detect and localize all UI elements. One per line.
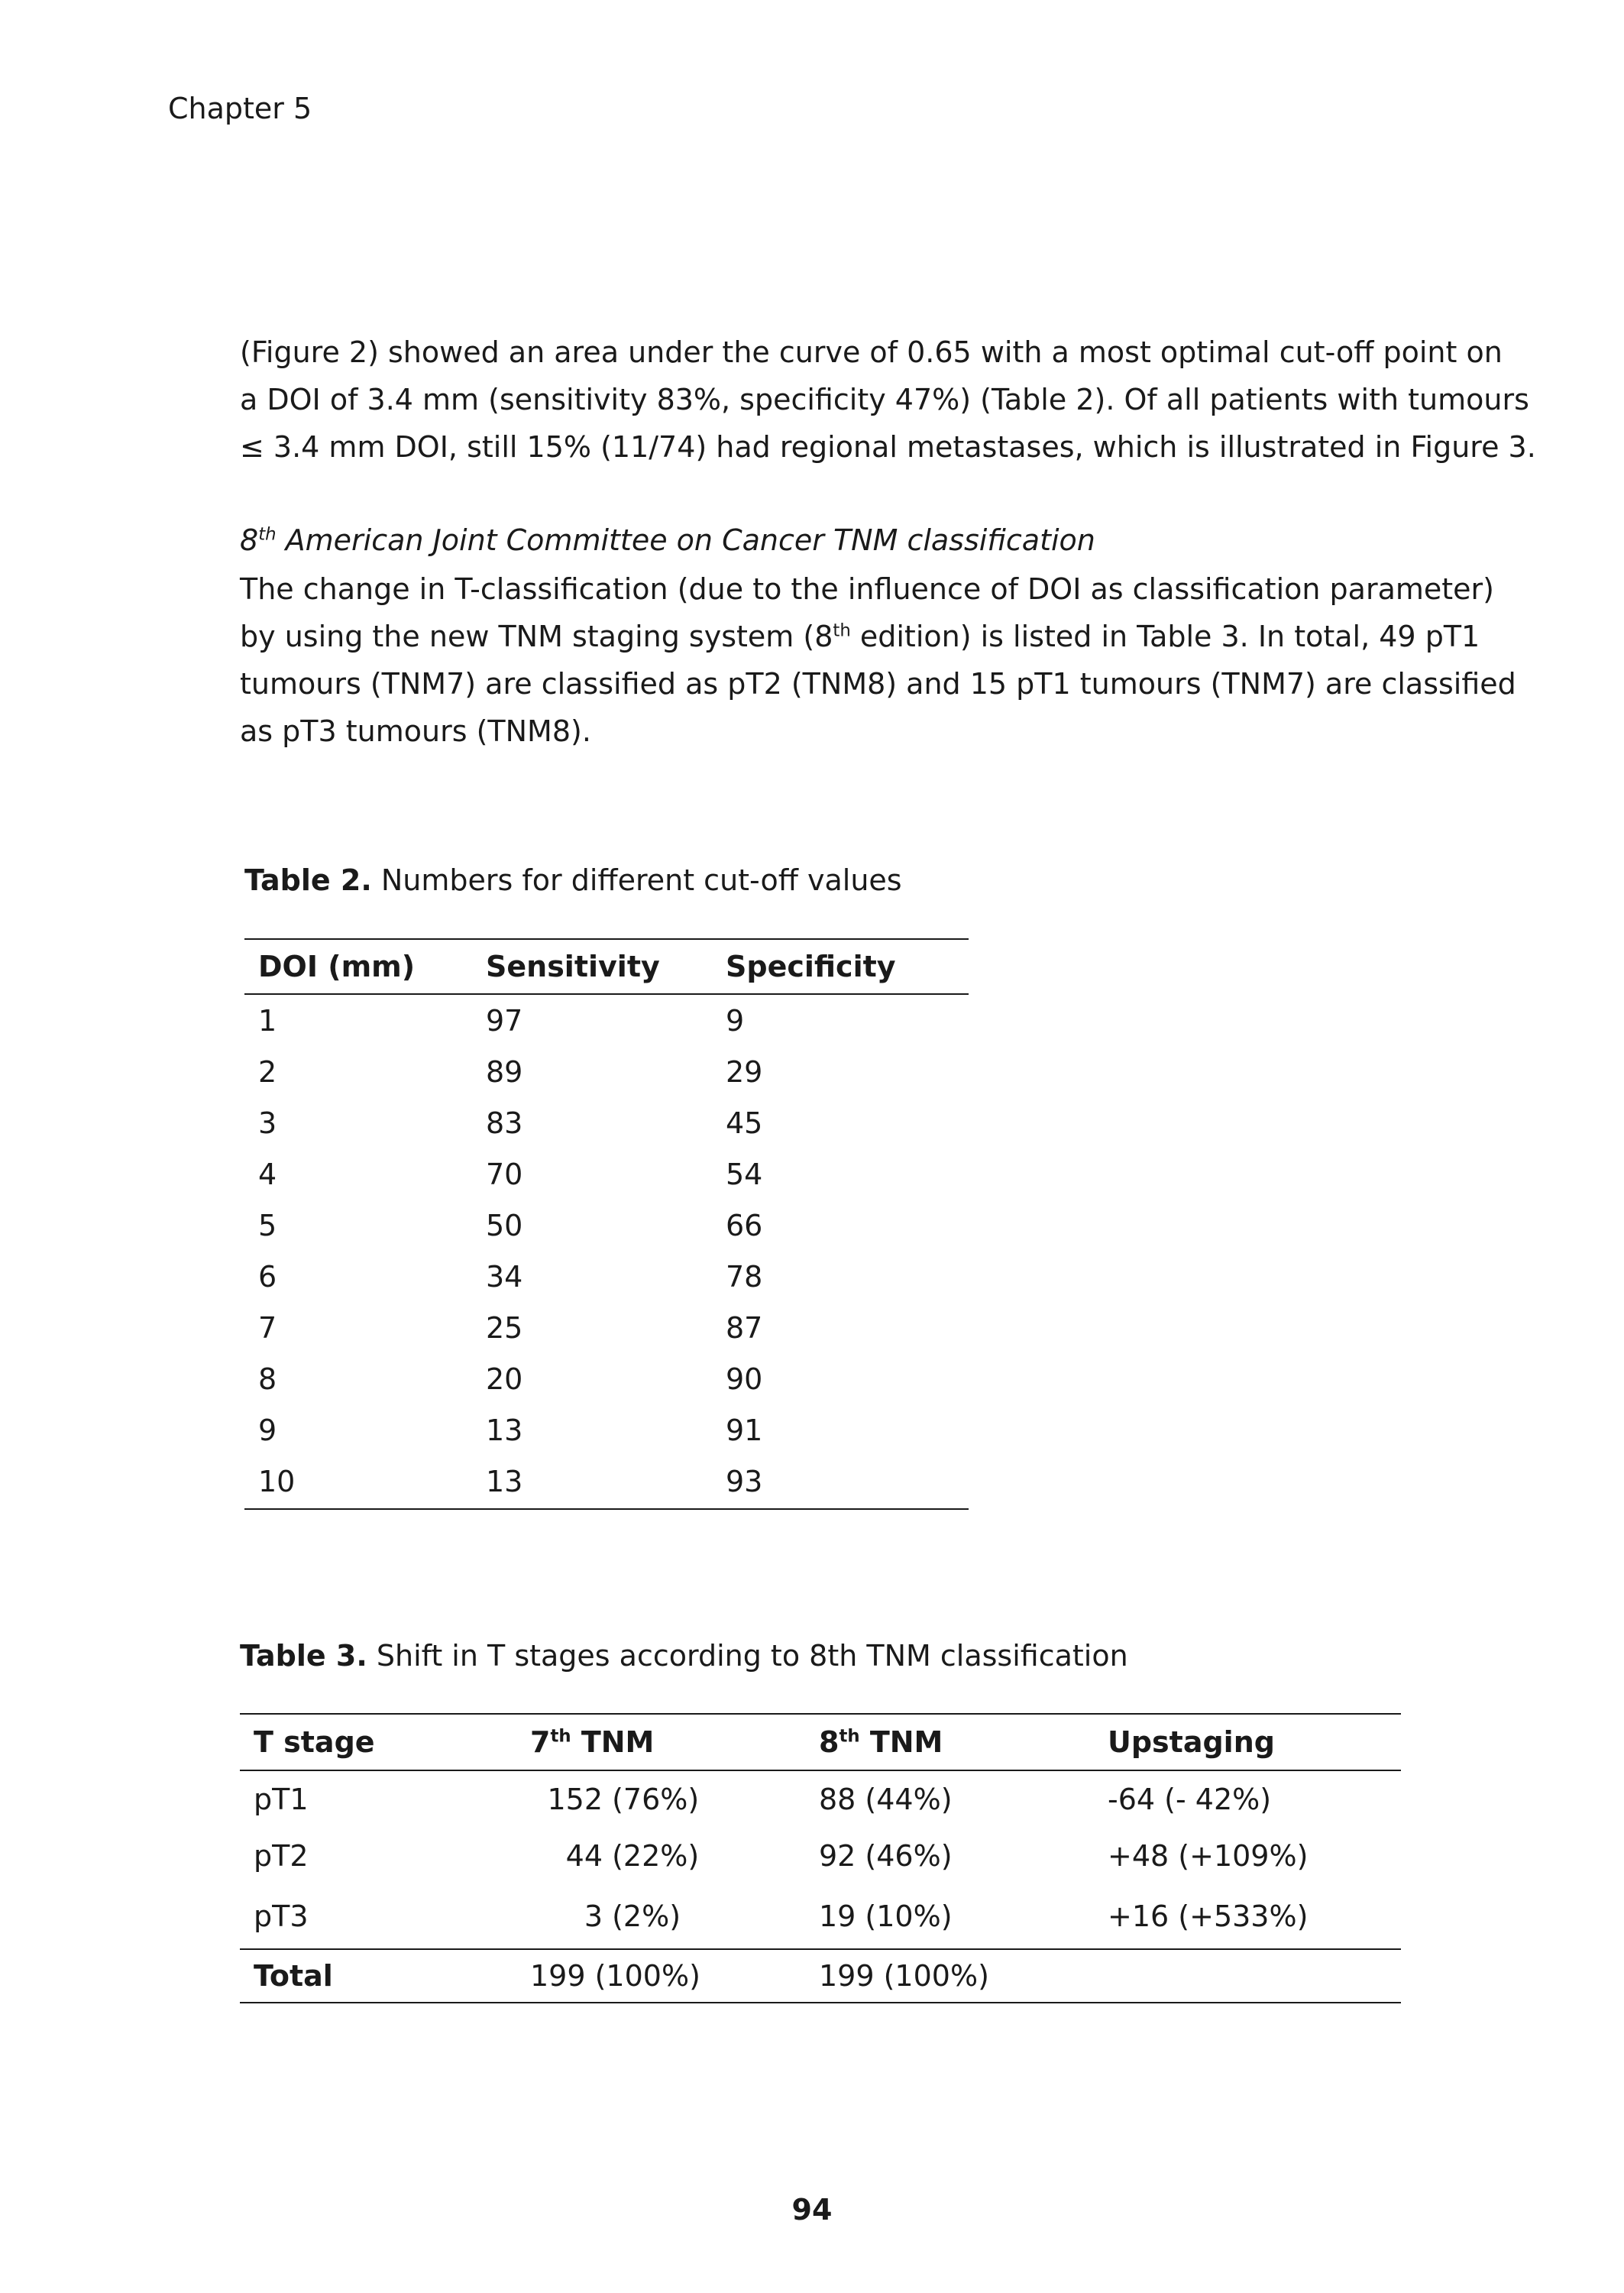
table-row [244, 1251, 969, 1302]
table-cell: 5 [258, 1208, 277, 1242]
table3-caption-label: Table 3. [240, 1639, 367, 1673]
table2-caption [244, 862, 902, 899]
table-cell: 13 [486, 1413, 523, 1447]
table-cell-tnm7 [530, 1899, 819, 1933]
table-cell-upstaging: +48 (+109%) [1108, 1839, 1309, 1873]
table3-caption [240, 1637, 1128, 1674]
table-cell: 3 [258, 1106, 277, 1140]
table3-header-row [240, 1715, 1401, 1770]
paragraph-line: (Figure 2) showed an area under the curve of 0.65 with a most optimal cut-off point on [240, 335, 1503, 369]
table-cell: 9 [726, 1003, 745, 1038]
line-segment: edition) is listed in Table 3. In total, 49 pT1 [850, 620, 1480, 653]
table-row [244, 1148, 969, 1200]
header-text: TNM [859, 1725, 943, 1759]
table2-header-row [244, 940, 969, 993]
table3-caption-text: Shift in T stages according to 8th TNM classification [367, 1639, 1128, 1673]
table2-cutoff-values [244, 938, 969, 1510]
table-cell-stage: pT2 [254, 1839, 309, 1873]
table-cell: 25 [486, 1310, 523, 1345]
table-cell: 1 [258, 1003, 277, 1038]
table-cell-total-tnm8: 199 (100%) [819, 1959, 989, 1993]
table-cell: 83 [486, 1106, 523, 1140]
heading-text: American Joint Committee on Cancer TNM classification [276, 523, 1095, 557]
table2-header-sensitivity: Sensitivity [486, 950, 660, 983]
table-row [244, 1046, 969, 1097]
table-cell-tnm7 [530, 1839, 819, 1873]
table-cell-tnm8: 88 (44%) [819, 1783, 953, 1816]
header-text: TNM [571, 1725, 655, 1759]
table3-header-upstaging: Upstaging [1108, 1725, 1275, 1759]
table3-t-stage-shift [240, 1713, 1401, 2003]
header-num: 8 [819, 1725, 839, 1759]
table-row [244, 1302, 969, 1353]
paragraph-line: The change in T-classification (due to the influence of DOI as classification parameter) [240, 572, 1494, 606]
table-cell-tnm7 [530, 1783, 819, 1816]
page-number: 94 [791, 2193, 833, 2227]
table-cell: 66 [726, 1208, 763, 1242]
tnm7-count: 152 [547, 1783, 603, 1816]
table-cell: 70 [486, 1157, 523, 1191]
table-cell: 90 [726, 1362, 763, 1396]
header-num: 7 [530, 1725, 551, 1759]
table-cell: 6 [258, 1259, 277, 1294]
table-cell-upstaging: +16 (+533%) [1108, 1899, 1309, 1933]
table-cell-total-label: Total [254, 1959, 333, 1993]
header-sup: th [839, 1726, 860, 1747]
table-cell: 89 [486, 1054, 523, 1089]
table-cell: 9 [258, 1413, 277, 1447]
table-cell: 97 [486, 1003, 523, 1038]
table-cell: 34 [486, 1259, 523, 1294]
superscript: th [833, 620, 851, 641]
table-cell: 91 [726, 1413, 763, 1447]
tnm7-count: 44 [565, 1839, 603, 1873]
chapter-header: Chapter 5 [168, 92, 312, 125]
line-segment: by using the new TNM staging system (8 [240, 620, 833, 653]
table-row [240, 1884, 1401, 1948]
table-cell: 20 [486, 1362, 523, 1396]
table-row [244, 1353, 969, 1404]
table-cell: 54 [726, 1157, 763, 1191]
paragraph-line: a DOI of 3.4 mm (sensitivity 83%, specificity 47%) (Table 2). Of all patients with tumours [240, 383, 1529, 416]
table-rule [240, 2002, 1401, 2003]
section-heading-ajcc [240, 517, 1401, 564]
table-cell: 93 [726, 1464, 763, 1498]
table-row [244, 995, 969, 1046]
table3-header-t-stage: T stage [254, 1725, 375, 1759]
table-row [244, 1456, 969, 1507]
table-cell: 50 [486, 1208, 523, 1242]
paragraph-line: tumours (TNM7) are classified as pT2 (TNM8) and 15 pT1 tumours (TNM7) are classified [240, 667, 1516, 701]
table-row [244, 1404, 969, 1456]
table-cell: 29 [726, 1054, 763, 1089]
table-cell: 13 [486, 1464, 523, 1498]
table-row [244, 1097, 969, 1148]
table-row-total [240, 1950, 1401, 2002]
table-cell-tnm8: 19 (10%) [819, 1899, 953, 1933]
table-cell: 45 [726, 1106, 763, 1140]
table-cell: 10 [258, 1464, 296, 1498]
table-cell: 2 [258, 1054, 277, 1089]
table-cell: 4 [258, 1157, 277, 1191]
table-cell: 7 [258, 1310, 277, 1345]
tnm7-count: 3 [584, 1899, 603, 1933]
tnm7-percent: (2%) [603, 1899, 681, 1933]
table2-caption-text: Numbers for different cut-off values [371, 863, 902, 897]
heading-superscript: th [258, 524, 277, 545]
table-row [244, 1200, 969, 1251]
table-cell-total-tnm7: 199 (100%) [530, 1959, 700, 1993]
table-row [240, 1828, 1401, 1884]
paragraph-roc-results [240, 329, 1536, 471]
tnm7-percent: (76%) [603, 1783, 700, 1816]
paragraph-line: ≤ 3.4 mm DOI, still 15% (11/74) had regional metastases, which is illustrated in Figure 3. [240, 430, 1536, 464]
table-rule [244, 1508, 969, 1510]
heading-number: 8 [240, 523, 259, 557]
table2-header-doi: DOI (mm) [258, 950, 416, 983]
paragraph-t-classification [240, 565, 1516, 755]
table-cell-upstaging: -64 (- 42%) [1108, 1783, 1272, 1816]
paragraph-line [240, 613, 1480, 660]
tnm7-percent: (22%) [603, 1839, 700, 1873]
header-sup: th [550, 1726, 571, 1747]
table-cell-stage: pT3 [254, 1899, 309, 1933]
table-cell: 8 [258, 1362, 277, 1396]
paragraph-line: as pT3 tumours (TNM8). [240, 714, 591, 748]
table-cell-tnm8: 92 (46%) [819, 1839, 953, 1873]
table-cell: 87 [726, 1310, 763, 1345]
table-row [240, 1771, 1401, 1828]
table-cell-stage: pT1 [254, 1783, 309, 1816]
table3-header-8th-tnm [819, 1725, 1108, 1759]
table3-header-7th-tnm [530, 1725, 819, 1759]
table-cell: 78 [726, 1259, 763, 1294]
table2-header-specificity: Specificity [726, 950, 896, 983]
table2-caption-label: Table 2. [244, 863, 372, 897]
